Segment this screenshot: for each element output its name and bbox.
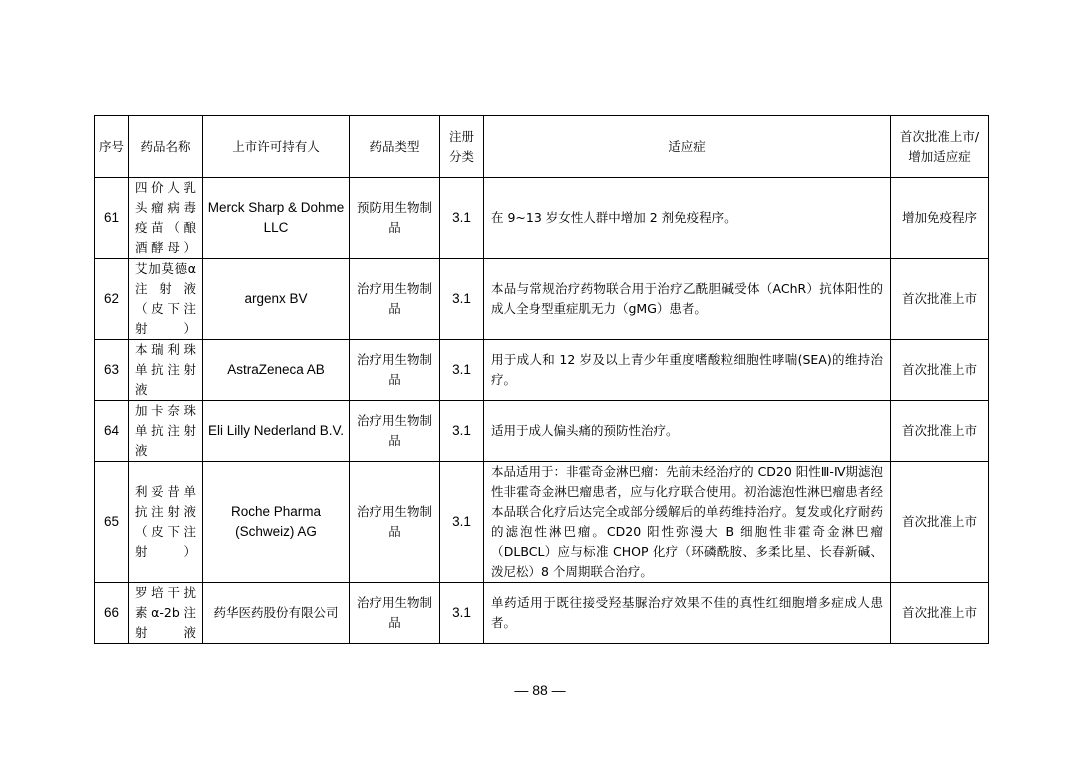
- cell-approval: 首次批准上市: [891, 259, 989, 340]
- cell-type: 治疗用生物制品: [350, 259, 440, 340]
- cell-registration: 3.1: [440, 178, 484, 259]
- cell-indication: 单药适用于既往接受羟基脲治疗效果不佳的真性红细胞增多症成人患者。: [484, 583, 891, 644]
- table-row: [95, 178, 989, 259]
- cell-registration: 3.1: [440, 462, 484, 583]
- cell-name: 加卡奈珠单抗注射液: [129, 401, 203, 462]
- cell-seq: 61: [95, 178, 129, 259]
- cell-seq: 65: [95, 462, 129, 583]
- cell-holder: argenx BV: [203, 259, 350, 340]
- header-holder: 上市许可持有人: [203, 116, 350, 178]
- cell-seq: 64: [95, 401, 129, 462]
- table-header-row: [95, 116, 989, 178]
- cell-holder: Roche Pharma (Schweiz) AG: [203, 462, 350, 583]
- cell-indication: 用于成人和 12 岁及以上青少年重度嗜酸粒细胞性哮喘(SEA)的维持治疗。: [484, 340, 891, 401]
- cell-name: 利妥昔单抗注射液（皮下注射）: [129, 462, 203, 583]
- cell-seq: 63: [95, 340, 129, 401]
- header-indication: 适应症: [484, 116, 891, 178]
- drug-approval-table: [94, 115, 989, 644]
- cell-type: 治疗用生物制品: [350, 462, 440, 583]
- cell-approval: 首次批准上市: [891, 340, 989, 401]
- cell-registration: 3.1: [440, 340, 484, 401]
- cell-approval: 首次批准上市: [891, 401, 989, 462]
- cell-holder: Merck Sharp & Dohme LLC: [203, 178, 350, 259]
- cell-type: 治疗用生物制品: [350, 340, 440, 401]
- cell-type: 预防用生物制品: [350, 178, 440, 259]
- cell-indication: 本品适用于：非霍奇金淋巴瘤：先前未经治疗的 CD20 阳性Ⅲ-Ⅳ期滤泡性非霍奇金淋巴瘤患者，应与化疗联合使用。初治滤泡性淋巴瘤患者经本品联合化疗后达完全或部分缓解后的单药维持治疗。复发或化疗耐药的滤泡性淋巴瘤。CD20 阳性弥漫大 B 细胞性非霍奇金淋巴瘤（DLBCL）应与标准 CHOP 化疗（环磷酰胺、多柔比星、长春新碱、泼尼松）8 个周期联合治疗。: [484, 462, 891, 583]
- cell-registration: 3.1: [440, 401, 484, 462]
- table-row: [95, 583, 989, 644]
- cell-name: 四价人乳头瘤病毒疫苗（酿酒酵母）: [129, 178, 203, 259]
- cell-holder: Eli Lilly Nederland B.V.: [203, 401, 350, 462]
- cell-type: 治疗用生物制品: [350, 401, 440, 462]
- header-type: 药品类型: [350, 116, 440, 178]
- header-approval: 首次批准上市/增加适应症: [891, 116, 989, 178]
- cell-seq: 62: [95, 259, 129, 340]
- cell-approval: 增加免疫程序: [891, 178, 989, 259]
- header-name: 药品名称: [129, 116, 203, 178]
- cell-approval: 首次批准上市: [891, 583, 989, 644]
- cell-name: 本瑞利珠单抗注射液: [129, 340, 203, 401]
- cell-type: 治疗用生物制品: [350, 583, 440, 644]
- cell-registration: 3.1: [440, 583, 484, 644]
- page-number: — 88 —: [514, 682, 566, 698]
- cell-holder: 药华医药股份有限公司: [203, 583, 350, 644]
- cell-holder: AstraZeneca AB: [203, 340, 350, 401]
- cell-indication: 在 9~13 岁女性人群中增加 2 剂免疫程序。: [484, 178, 891, 259]
- cell-indication: 本品与常规治疗药物联合用于治疗乙酰胆碱受体（AChR）抗体阳性的成人全身型重症肌无力（gMG）患者。: [484, 259, 891, 340]
- table-row: [95, 462, 989, 583]
- cell-indication: 适用于成人偏头痛的预防性治疗。: [484, 401, 891, 462]
- header-seq: 序号: [95, 116, 129, 178]
- cell-approval: 首次批准上市: [891, 462, 989, 583]
- table-row: [95, 259, 989, 340]
- header-registration: 注册分类: [440, 116, 484, 178]
- table-row: [95, 340, 989, 401]
- cell-name: 罗培干扰素α-2b注射液: [129, 583, 203, 644]
- cell-registration: 3.1: [440, 259, 484, 340]
- table-row: [95, 401, 989, 462]
- cell-seq: 66: [95, 583, 129, 644]
- cell-name: 艾加莫德α注射液（皮下注射）: [129, 259, 203, 340]
